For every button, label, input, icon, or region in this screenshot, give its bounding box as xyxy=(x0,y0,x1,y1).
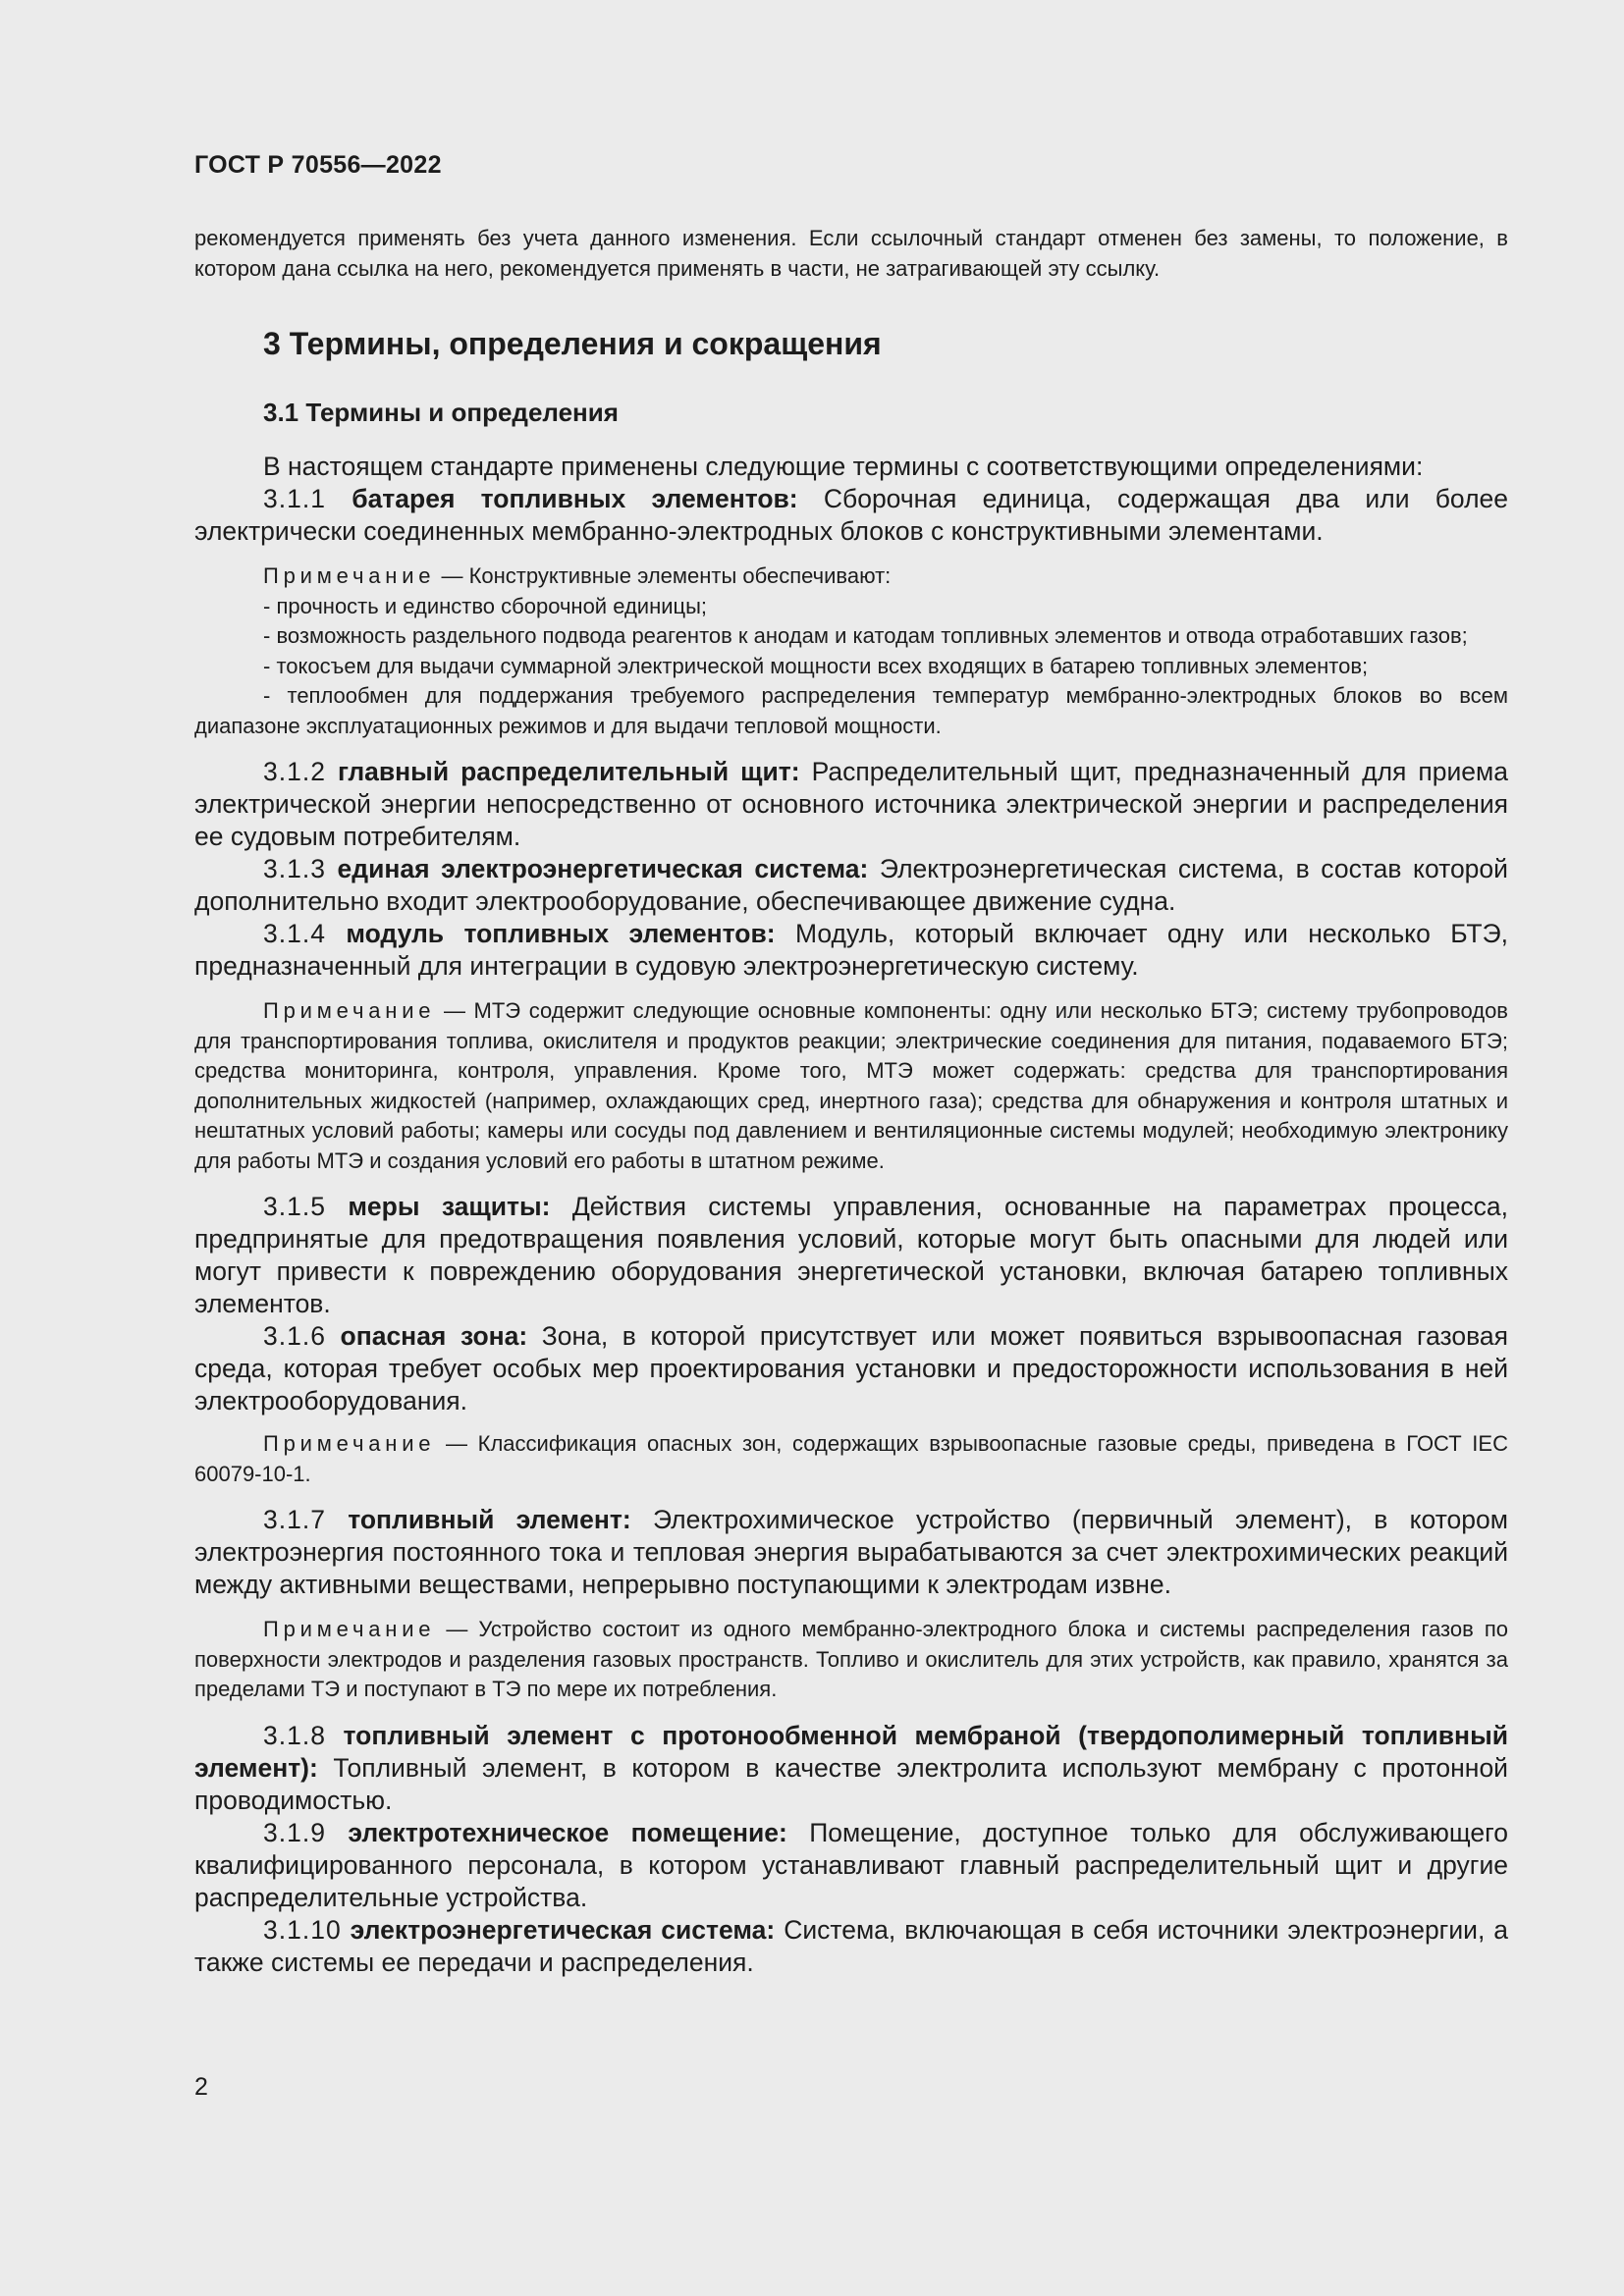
note-list-item: - возможность раздельного подвода реагентов к анодам и катодам топливных элементов и отвода отработавших газов; xyxy=(263,623,1468,648)
term-name: электротехническое помещение: xyxy=(348,1817,787,1847)
term-definition: Топливный элемент, в котором в качестве электролита используют мембрану с протонной проводимостью. xyxy=(194,1752,1508,1815)
term-name: модуль топливных элементов: xyxy=(346,919,776,948)
term-name: меры защиты: xyxy=(348,1192,551,1221)
note-label: Примечание xyxy=(263,998,436,1023)
term-name: главный распределительный щит: xyxy=(337,757,800,786)
term-entry-3-1-2 xyxy=(194,756,1508,853)
term-entry-3-1-9 xyxy=(194,1817,1508,1914)
subsection-title: 3.1 Термины и определения xyxy=(263,398,619,427)
term-number: 3.1.3 xyxy=(263,854,326,883)
term-name: электроэнергетическая система: xyxy=(350,1914,776,1945)
note-intro xyxy=(194,561,1508,592)
term-definition: Модуль, который включает одну или несколько БТЭ, предназначенный для интеграции в судовую электроэнергетическую систему. xyxy=(194,919,1508,981)
term-note-3-1-4 xyxy=(194,996,1508,1176)
note-list-item: - токосъем для выдачи суммарной электрической мощности всех входящих в батарею топливных элементов; xyxy=(263,653,1369,678)
term-number: 3.1.1 xyxy=(263,484,326,513)
note-label: Примечание xyxy=(263,1431,436,1456)
term-definition: Система, включающая в себя источники электроэнергии, а также системы ее передачи и распределения. xyxy=(194,1914,1508,1977)
intro-paragraph: рекомендуется применять без учета данного изменения. Если ссылочный стандарт отменен без замены, то положение, в котором дана ссылка на него, рекомендуется применять в части, не затрагивающей эту ссылку. xyxy=(194,226,1508,281)
term-entry-3-1-4 xyxy=(194,918,1508,983)
term-name: топливный элемент с протонообменной мембраной (твердополимерный топливный элемент): xyxy=(194,1720,1508,1783)
term-definition: Действия системы управления, основанные на параметрах процесса, предпринятые для предотвращения появления условий, которые могут быть опасными для людей или могут привести к повреждению оборудования энергетической установки, включая батарею топливных элементов. xyxy=(194,1192,1508,1318)
term-definition: Помещение, доступное только для обслуживающего квалифицированного персонала, в котором устанавливают главный распределительный щит и другие распределительные устройства. xyxy=(194,1817,1508,1912)
term-name: батарея топливных элементов: xyxy=(352,484,798,513)
note-text: — Классификация опасных зон, содержащих взрывоопасные газовые среды, приведена в ГОСТ IEC 60079-10-1. xyxy=(194,1431,1508,1486)
term-name: опасная зона: xyxy=(340,1321,528,1351)
note-list-item: - теплообмен для поддержания требуемого распределения температур мембранно-электродных блоков во всем диапазоне эксплуатационных режимов и для выдачи тепловой мощности. xyxy=(194,683,1508,738)
note-text: — МТЭ содержит следующие основные компоненты: одну или несколько БТЭ; систему трубопроводов для транспортирования топлива, окислителя и продуктов реакции; электрические соединения для питания, подаваемого БТЭ; средства мониторинга, контроля, управления. Кроме того, МТЭ может содержать: средства для транспортирования дополнительных жидкостей (например, охлаждающих сред, инертного газа); средства для обнаружения и контроля штатных и нештатных условий работы; камеры или сосуды под давлением и вентиляционные системы модулей; необходимую электронику для работы МТЭ и создания условий его работы в штатном режиме. xyxy=(194,998,1508,1173)
term-number: 3.1.4 xyxy=(263,919,326,948)
note-text: — Конструктивные элементы обеспечивают: xyxy=(441,563,892,588)
term-name: топливный элемент: xyxy=(348,1505,631,1534)
section-title: 3 Термины, определения и сокращения xyxy=(263,326,882,361)
term-note-3-1-1 xyxy=(194,561,1508,741)
note-text: — Устройство состоит из одного мембранно-электродного блока и системы распределения газов по поверхности электродов и разделения газовых пространств. Топливо и окислитель для этих устройств, как правило, хранятся за пределами ТЭ и поступают в ТЭ по мере их потребления. xyxy=(194,1617,1508,1701)
term-definition: Зона, в которой присутствует или может появиться взрывоопасная газовая среда, которая требует особых мер проектирования установки и предосторожности использования в ней электрооборудования. xyxy=(194,1321,1509,1415)
term-definition: Сборочная единица, содержащая два или более электрически соединенных мембранно-электродных блоков с конструктивными элементами. xyxy=(194,484,1509,546)
page-number: 2 xyxy=(194,2073,208,2101)
note-label: Примечание xyxy=(263,563,436,588)
term-number: 3.1.7 xyxy=(263,1505,326,1534)
term-name: единая электроэнергетическая система: xyxy=(337,854,869,883)
term-number: 3.1.10 xyxy=(263,1914,342,1945)
term-number: 3.1.8 xyxy=(263,1720,326,1750)
term-number: 3.1.5 xyxy=(263,1192,326,1221)
term-entry-3-1-5 xyxy=(194,1191,1508,1320)
term-entry-3-1-7 xyxy=(194,1504,1508,1601)
term-note-3-1-7 xyxy=(194,1615,1508,1705)
term-number: 3.1.9 xyxy=(263,1817,326,1847)
term-definition: Распределительный щит, предназначенный для приема электрической энергии непосредственно от основного источника электрической энергии и распределения ее судовым потребителям. xyxy=(194,757,1508,851)
page-content xyxy=(194,224,1508,1979)
term-note-3-1-6 xyxy=(194,1429,1508,1489)
term-entry-3-1-3 xyxy=(194,853,1508,918)
term-entry-3-1-8 xyxy=(194,1720,1508,1817)
note-list-item: - прочность и единство сборочной единицы; xyxy=(263,593,708,618)
term-number: 3.1.6 xyxy=(263,1321,326,1351)
term-entry-3-1-6 xyxy=(194,1320,1508,1417)
term-definition: Электроэнергетическая система, в состав которой дополнительно входит электрооборудование, обеспечивающее движение судна. xyxy=(194,854,1508,916)
document-code-header: ГОСТ Р 70556—2022 xyxy=(194,151,442,179)
term-number: 3.1.2 xyxy=(263,757,326,786)
note-label: Примечание xyxy=(263,1617,436,1641)
term-entry-3-1-1 xyxy=(194,483,1508,548)
term-entry-3-1-10 xyxy=(194,1914,1508,1979)
term-definition: Электрохимическое устройство (первичный элемент), в котором электроэнергия постоянного тока и тепловая энергия вырабатываются за счет электрохимических реакций между активными веществами, непрерывно поступающими к электродам извне. xyxy=(194,1505,1508,1599)
section-lead: В настоящем стандарте применены следующие термины с соответствующими определениями: xyxy=(263,452,1424,481)
